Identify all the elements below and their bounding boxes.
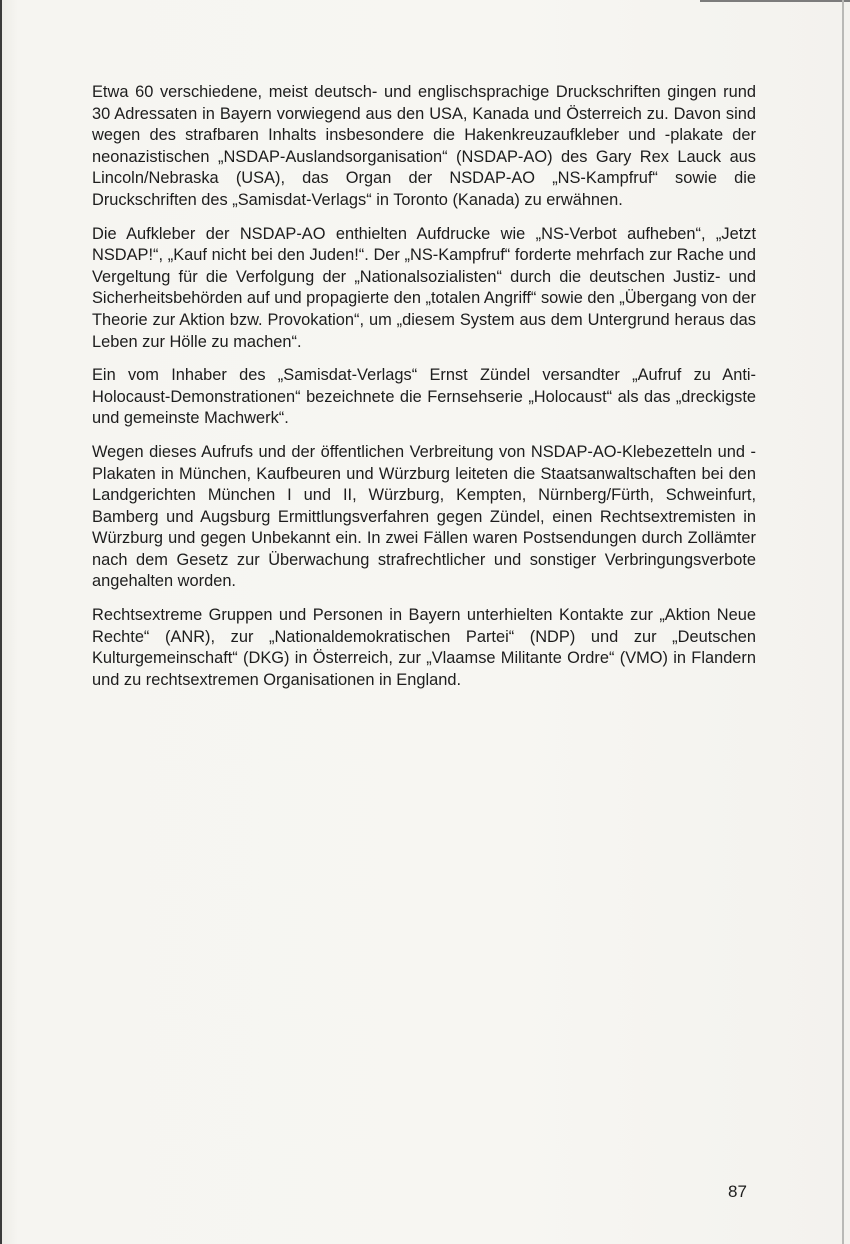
paragraph-2: Die Aufkleber der NSDAP-AO enthielten Aufdrucke wie „NS-Verbot aufheben“, „Jetzt NSDAP!“, „Kauf nicht bei den Juden!“. Der „NS-Kampfruf“ forderte mehrfach zur Rache und Vergeltung für die Verfolgung der „Nationalsozialisten“ durch die deutschen Justiz- und Sicherheitsbehörden auf und propagierte den „totalen Angriff“ sowie den „Übergang von der Theorie zur Aktion bzw. Provokation“, um „diesem System aus dem Untergrund heraus das Leben zur Hölle zu machen“. bbox=[92, 224, 756, 351]
paragraph-4: Wegen dieses Aufrufs und der öffentlichen Verbreitung von NSDAP-AO-Klebezetteln und -Plakaten in München, Kaufbeuren und Würzburg leiteten die Staatsanwaltschaften bei den Landgerichten München I und II, Würzburg, Kempten, Nürnberg/Fürth, Schweinfurt, Bamberg und Augsburg Ermittlungsverfahren gegen Zündel, einen Rechtsextremisten in Würzburg und gegen Unbekannt ein. In zwei Fällen waren Postsendungen durch Zollämter nach dem Gesetz zur Überwachung strafrechtlicher und sonstiger Verbringungsverbote angehalten worden. bbox=[92, 442, 756, 591]
paragraph-3: Ein vom Inhaber des „Samisdat-Verlags“ Ernst Zündel versandter „Aufruf zu Anti-Holocaust-Demonstrationen“ bezeichnete die Fernsehserie „Holocaust“ als das „dreckigste und gemeinste Machwerk“. bbox=[92, 366, 756, 428]
paragraph-5: Rechtsextreme Gruppen und Personen in Bayern unterhielten Kontakte zur „Aktion Neue Rechte“ (ANR), zur „Nationaldemokratischen Partei“ (NDP) und zur „Deutschen Kulturgemeinschaft“ (DKG) in Österreich, zur „Vlaamse Militante Ordre“ (VMO) in Flandern und zu rechtsextremen Organisationen in England. bbox=[92, 606, 756, 689]
page-top-edge bbox=[700, 0, 850, 2]
paragraph-1: Etwa 60 verschiedene, meist deutsch- und englischsprachige Druckschriften gingen rund 30 Adressaten in Bayern vorwiegend aus den USA, Kanada und Österreich zu. Davon sind wegen des strafbaren Inhalts insbesondere die Hakenkreuzaufkleber und -plakate der neonazistischen „NSDAP-Auslandsorganisation“ (NSDAP-AO) des Gary Rex Lauck aus Lincoln/Nebraska (USA), das Organ der NSDAP-AO „NS-Kampfruf“ sowie die Druckschriften des „Samisdat-Verlags“ in Toronto (Kanada) zu erwähnen. bbox=[92, 83, 756, 209]
page-number: 87 bbox=[728, 1182, 747, 1201]
page-right-edge bbox=[842, 0, 844, 1244]
page-left-edge bbox=[0, 0, 2, 1244]
body-text bbox=[92, 82, 756, 703]
